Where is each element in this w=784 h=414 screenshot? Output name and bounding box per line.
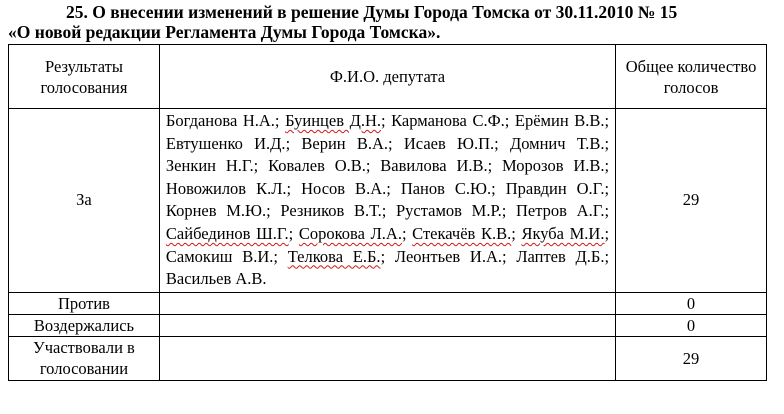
count-participated: 29 <box>616 336 767 380</box>
deputy-name: Самокиш В.И. <box>165 246 274 266</box>
table-row-for <box>9 109 767 293</box>
deputy-name: Васильев А.В. <box>165 269 267 289</box>
header-deputy-name: Ф.И.О. депутата <box>159 45 615 109</box>
document-title <box>8 2 776 42</box>
count-for: 29 <box>616 109 767 293</box>
deputy-name: Ерёмин В.В. <box>514 111 605 130</box>
deputy-name: Стекачёв К.В. <box>412 223 512 243</box>
deputy-names-list: Богданова Н.А.; Буинцев Д.Н.; Карманова С.Ф.; Ерёмин В.В.; Евтушенко И.Д.; Верин В.А.; Исаев Ю.П.; Домнич Т.В.; Зенкин Н.Г.; Ковалев О.В.; Вавилова И.В.; Морозов И.В.; Новожилов К.Л.; Носов В.А.; Панов С.Ю.; Правдин О.Г.; Корнев М.Ю.; Резников В.Т.; Рустамов М.Р.; Петров А.Г.; Сайбединов Ш.Г.; Сорокова Л.А.; Стекачёв К.В.; Якуба М.И.; Самокиш В.И.; Телкова Е.Б.; Леонтьев И.А.; Лаптев Д.Б.; Васильев А.В. <box>159 109 615 293</box>
result-label-participated: Участвовали в голосовании <box>9 336 160 380</box>
table-row-against <box>9 292 767 314</box>
header-voting-result: Результаты голосования <box>9 45 160 109</box>
title-line-2: «О новой редакции Регламента Думы Города Томска». <box>8 22 441 42</box>
deputy-name: Сайбединов Ш.Г. <box>165 223 289 243</box>
names-empty-abstained <box>159 314 615 336</box>
header-total-votes: Общее количество голосов <box>616 45 767 109</box>
deputy-name: Якуба М.И. <box>521 223 605 243</box>
names-empty-participated <box>159 336 615 380</box>
deputy-name: Петров А.Г. <box>516 201 605 221</box>
deputy-name: Исаев Ю.П. <box>403 133 495 153</box>
deputy-name: Лаптев Д.Б. <box>516 246 605 266</box>
table-row-abstained <box>9 314 767 336</box>
deputy-name: Буинцев Д.Н. <box>285 111 381 130</box>
table-header-row <box>9 45 767 109</box>
deputy-name: Резников В.Т. <box>280 201 382 221</box>
deputy-name: Вавилова И.В. <box>380 156 488 176</box>
deputy-name: Евтушенко И.Д. <box>165 133 286 153</box>
deputy-name: Карманова С.Ф. <box>391 111 505 130</box>
deputy-name: Рустамов М.Р. <box>396 201 502 221</box>
deputy-name: Новожилов К.Л. <box>165 178 287 198</box>
result-label-abstained: Воздержались <box>9 314 160 336</box>
deputy-name: Леонтьев И.А. <box>394 246 503 266</box>
voting-results-table <box>8 44 767 381</box>
names-empty-against <box>159 292 615 314</box>
result-label-for: За <box>9 109 160 293</box>
deputy-name: Телкова Е.Б. <box>287 246 381 266</box>
deputy-name: Панов С.Ю. <box>400 178 492 198</box>
deputy-name: Корнев М.Ю. <box>165 201 267 221</box>
deputy-name: Правдин О.Г. <box>505 178 605 198</box>
title-line-1: 25. О внесении изменений в решение Думы Города Томска от 30.11.2010 № 15 <box>66 2 678 22</box>
deputy-name: Морозов И.В. <box>502 156 605 176</box>
deputy-name: Верин В.А. <box>301 133 389 153</box>
result-label-against: Против <box>9 292 160 314</box>
table-row-participated <box>9 336 767 380</box>
deputy-name: Сорокова Л.А. <box>298 223 402 243</box>
count-against: 0 <box>616 292 767 314</box>
deputy-name: Носов В.А. <box>301 178 387 198</box>
deputy-name: Богданова Н.А. <box>165 111 275 130</box>
deputy-name: Зенкин Н.Г. <box>165 156 254 176</box>
count-abstained: 0 <box>616 314 767 336</box>
deputy-name: Домнич Т.В. <box>509 133 605 153</box>
deputy-name: Ковалев О.В. <box>268 156 366 176</box>
